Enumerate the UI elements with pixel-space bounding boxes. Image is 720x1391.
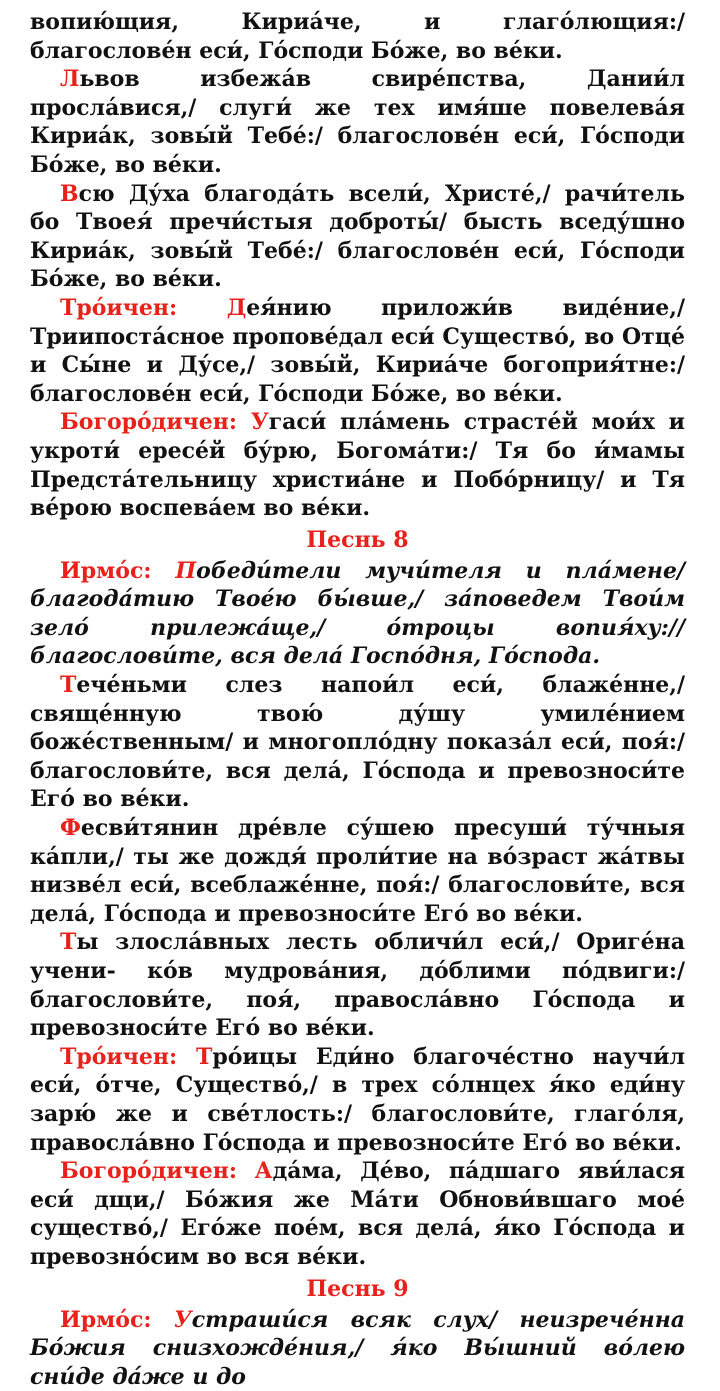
ode-heading: Песнь 9 xyxy=(306,1275,409,1302)
text-paragraph xyxy=(30,8,685,65)
red-initial-letter: Т xyxy=(60,672,77,699)
rubric-label: Богоро́дичен: xyxy=(60,409,251,436)
paragraph-body: есви́тянин дре́вле су́шею пресуши́ ту́чныя ка́пли,/ ты же дождя́ проли́тие на во́зраст жа́твы низве́л еси́, всеблаже́нне, поя́:/ благослови́те, вся дела́, Го́спода и превозноси́те Его́ во ве́ки. xyxy=(30,815,685,927)
paragraph-body: гаси́ пла́мень страсте́й мои́х и укроти́ ересе́й бу́рю, Богома́ти:/ Тя бо и́мамы Предста́тельницу христиа́не и Побо́рницу/ и Тя ве́рою воспева́ем во ве́ки. xyxy=(30,409,686,522)
paragraph-body: да́ма, Де́во, па́дшаго яви́лася еси́ дщи,/ Бо́жия же Ма́ти Обнови́вшаго мое́ существо́,/ Его́же пое́м, вся дела́, я́ко Го́спода и превозно́сим во вся ве́ки. xyxy=(30,1158,685,1270)
text-paragraph xyxy=(30,1157,685,1271)
paragraph-body: ече́ньми слез напои́л еси́, блаже́нне,/ свяще́нную твою́ ду́шу умиле́нием боже́ственным/ и многопло́дну показа́л еси́, поя́:/ благослови́те, вся дела́, Го́спода и превозноси́те Его́ во ве́ки. xyxy=(30,672,685,813)
text-paragraph xyxy=(30,180,685,294)
red-initial-letter: В xyxy=(60,180,79,207)
rubric-label: Ирмо́с: xyxy=(60,1306,174,1333)
ode-heading: Песнь 8 xyxy=(306,526,409,553)
text-paragraph xyxy=(30,1043,685,1157)
text-paragraph xyxy=(30,814,685,928)
red-initial-letter: Т xyxy=(195,1043,213,1070)
text-paragraph xyxy=(30,294,685,408)
paragraph-body: сю Ду́ха благода́ть всели́, Христе́,/ рачи́тель бо Твоея́ пречи́стыя доброты́/ бысть вседу́шно Кириа́к, зовы́й Тебе́:/ благослове́н еси́, Го́споди Бо́же, во ве́ки. xyxy=(30,180,685,293)
red-initial-letter: Л xyxy=(60,66,80,93)
text-paragraph xyxy=(30,557,685,671)
red-initial-letter: У xyxy=(250,409,269,436)
paragraph-body: ро́ицы Еди́но благоче́стно научи́л еси́, о́тче, Существо́,/ в трех со́лнцех я́ко еди́ну зарю́ же и све́тлость:/ благослови́те, глаго́ля, правосла́вно Го́спода и превозноси́те Его́ во ве́ки. xyxy=(30,1043,685,1156)
paragraph-body: обеди́тели мучи́теля и пла́мене/ благода́тию Твое́ю бы́вше,/ за́поведем Твои́м зело́ прилежа́ще,/ о́троцы вопия́ху:// благослови́те, вся дела́ Госпо́дня, Го́спода. xyxy=(30,557,685,670)
red-initial-letter: А xyxy=(254,1158,273,1185)
paragraph-body: ея́нию приложи́в виде́ние,/ Триипоста́сное пропове́дал еси́ Существо́, во Отце́ и Сы́не и Ду́се,/ зовы́й, Кириа́че богоприя́тне:/ благослове́н еси́, Го́споди Бо́же, во ве́ки. xyxy=(30,294,685,407)
red-initial-letter: П xyxy=(175,557,197,584)
rubric-label: Богоро́дичен: xyxy=(60,1158,255,1185)
text-paragraph xyxy=(30,1306,685,1391)
text-paragraph xyxy=(30,408,685,522)
paragraph-body: страши́ся всяк слух/ неизрече́нна Бо́жия снизхожде́ния,/ я́ко Вы́шний во́лею сни́де да́же и до xyxy=(30,1306,685,1390)
rubric-label: Тро́ичен: xyxy=(60,294,227,321)
rubric-label: Ирмо́с: xyxy=(60,557,176,584)
text-paragraph xyxy=(30,65,685,179)
text-paragraph xyxy=(30,928,685,1042)
rubric-label: Тро́ичен: xyxy=(60,1043,196,1070)
paragraph-body: ьвов избежа́в свире́пства, Дании́л просла́вися,/ слуги́ же тех имя́ше повелева́я Кириа́к, зовы́й Тебе́:/ благослове́н еси́, Го́споди Бо́же, во ве́ки. xyxy=(30,66,685,178)
text-paragraph xyxy=(30,671,685,814)
red-initial-letter: Т xyxy=(60,929,77,956)
red-initial-letter: Д xyxy=(226,294,247,321)
paragraph-body: вопию́щия, Кириа́че, и глаго́лющия:/ благослове́н еси́, Го́споди Бо́же, во ве́ки. xyxy=(30,9,685,64)
paragraph-body: ы злосла́вных лесть обличи́л еси́,/ Ориге́на учени- ко́в мудрова́ния, до́блими по́двиги:/ благослови́те, поя́, правосла́вно Го́спода и превозноси́те Его́ во ве́ки. xyxy=(30,929,685,1042)
red-initial-letter: У xyxy=(173,1306,192,1333)
red-initial-letter: Ф xyxy=(60,815,81,842)
